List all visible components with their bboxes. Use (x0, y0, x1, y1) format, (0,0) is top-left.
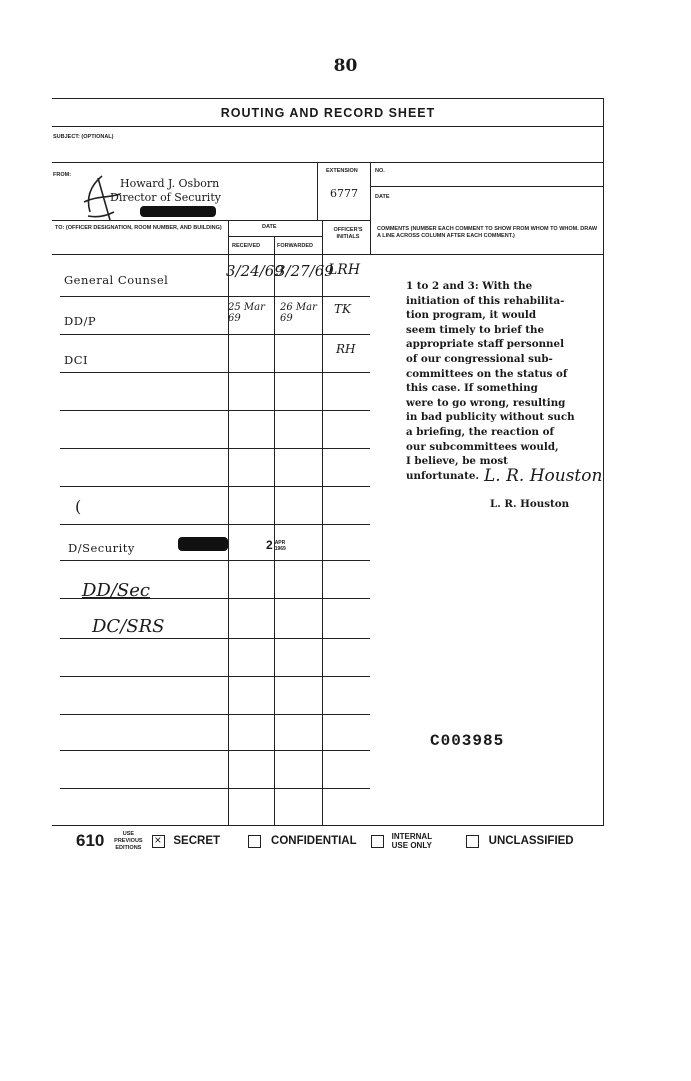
received-date (266, 538, 295, 552)
form-edition: USE PREVIOUS EDITIONS (114, 830, 143, 851)
extension-value: 6777 (330, 187, 358, 200)
initials-column-header: OFFICER'S INITIALS (333, 227, 363, 240)
secret-checkbox[interactable] (152, 832, 165, 848)
redaction (178, 537, 228, 551)
received-column-header: RECEIVED (232, 243, 261, 249)
comment-line: committees on the status of (406, 367, 568, 380)
classification-label: UNCLASSIFIED (488, 835, 574, 847)
routing-to: DCI (64, 353, 89, 367)
page-number: 80 (333, 56, 358, 76)
comments-block (406, 279, 606, 483)
comment-line: seem timely to brief the (406, 323, 545, 336)
routing-to: General Counsel (64, 273, 169, 287)
routing-to: DD/Sec (82, 580, 150, 601)
comment-line: 1 to 2 and 3: With the (406, 280, 533, 292)
redaction (140, 206, 216, 217)
from-label: FROM: (53, 172, 72, 178)
officer-initials: LRH (328, 262, 361, 278)
subject-label: SUBJECT: (OPTIONAL) (53, 134, 114, 140)
comment-line: our subcommittees would, (406, 440, 559, 453)
internal-use-checkbox[interactable] (371, 835, 384, 848)
received-stamp: APR 1969 (274, 539, 286, 552)
comment-line: unfortunate. (406, 469, 479, 482)
comment-line: of our congressional sub- (406, 352, 553, 365)
form-footer (76, 831, 574, 851)
routing-to: DC/SRS (92, 616, 165, 637)
received-date: 25 Mar 69 (228, 302, 265, 324)
check-mark-icon: × (154, 832, 162, 847)
routing-to: D/Security (68, 541, 135, 555)
forwarded-column-header: FORWARDED (277, 243, 313, 249)
to-column-header: TO: (OFFICER DESIGNATION, ROOM NUMBER, AND BUILDING) (55, 225, 222, 231)
routing-to: ( (75, 497, 82, 516)
signature: L. R. Houston (484, 466, 603, 486)
received-date: 3/24/69 (226, 262, 284, 280)
no-label: NO. (375, 168, 385, 174)
comment-line: were to go wrong, resulting (406, 396, 566, 409)
classification-label: CONFIDENTIAL (271, 835, 357, 847)
routing-to: DD/P (64, 314, 97, 328)
date-column-header: DATE (262, 224, 277, 230)
confidential-checkbox[interactable] (248, 835, 261, 848)
document-number: C003985 (430, 732, 505, 750)
classification-label: SECRET (173, 835, 221, 847)
comment-line: a briefing, the reaction of (406, 425, 554, 438)
from-title: Director of Security (110, 191, 221, 204)
form-number: 610 (76, 831, 105, 850)
unclassified-checkbox[interactable] (466, 835, 479, 848)
comment-line: initiation of this rehabilita- (406, 294, 565, 307)
officer-initials: TK (334, 302, 351, 316)
comment-line: in bad publicity without such (406, 411, 575, 424)
forwarded-date: 3/27/69 (276, 262, 334, 280)
officer-initials: RH (336, 342, 356, 356)
date-label: DATE (375, 194, 390, 200)
comment-line: appropriate staff personnel (406, 338, 565, 351)
comments-column-header: COMMENTS (NUMBER EACH COMMENT TO SHOW FROM WHOM TO WHOM. DRAW A LINE ACROSS COLUMN AFTER EACH COMMENT.) (377, 226, 598, 239)
forwarded-date: 26 Mar 69 (280, 302, 317, 324)
comment-line: this case. If something (406, 382, 538, 395)
form-title: ROUTING AND RECORD SHEET (220, 106, 436, 120)
received-day: 2 (266, 538, 273, 552)
comment-line: tion program, it would (406, 309, 537, 322)
from-name: Howard J. Osborn (120, 177, 220, 190)
signer-name: L. R. Houston (490, 498, 570, 510)
classification-label: INTERNAL USE ONLY (391, 832, 432, 850)
comment-line: I believe, be most (406, 455, 508, 468)
extension-label: EXTENSION (326, 168, 358, 174)
